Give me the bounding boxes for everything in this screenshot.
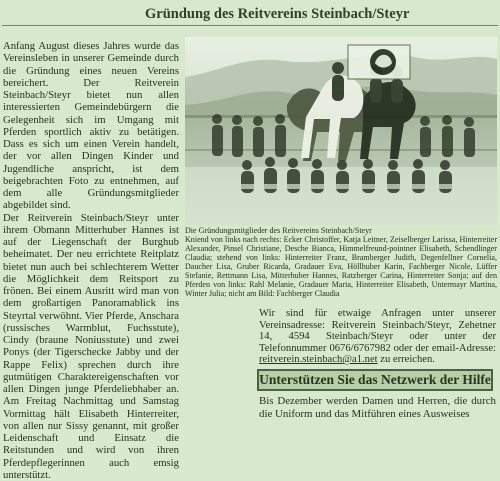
contact-text: Wir sind für etwaige Anfragen unter unserer Vereinsadresse: Reitverein Steinbach/Steyr, Zehetner 14, 4594 Steinbach/Steyr oder unter der Telefonnummer 0676/6767982 oder der email-Adresse: reitverein.steinbach@a1.net zu erreichen.: [259, 308, 496, 365]
contact-paragraph: [259, 308, 496, 358]
article-paragraph-2: Der Reitverein Steinbach/Steyr unter ihrem Obmann Mitterhuber Hannes ist auf der Liegenschaft der Burghub beheimatet. Der neu errichtete Reitplatz bietet nun auch bei schlechterem Wetter die Möglichkeit dem Reitsport zu frönen. Bei einem Ausritt wird man von dem großartigen Panoramablick ins Steyrtal verwöhnt. Vier Pferde, Anschara (russisches Warmblut, Fuchsstute), Cindy (braune Noniusstute) und zwei Ponys (der Tigerschecke Jabby und der Rappe Felix) sprechen durch ihre gutmütigen Charaktereigenschaften vor allen Dingen junge Pferdeliebhaber an. Am Freitag Nachmittag und Samstag Vormittag hält Elisabeth Hinterreiter, von allen nur Sissy genannt, mit großer Leidenschaft und Einsatz die Reitstunden und wird von ihren Pferdepflegerinnen auch emsig unterstützt.: [3, 212, 179, 481]
next-article-text: Bis Dezember werden Damen und Herren, die durch die Uniform und das Mitführen eines Ausweises: [259, 395, 496, 420]
title-divider: [2, 25, 498, 26]
photo-caption-text: Kniend von links nach rechts: Ecker Christoffer, Katja Leitner, Zeiselberger Larissa, Hinterreiter Alexander, Pinsel Christiane, Desche Bianca, Himmelfreund-pointner Elisabeth, Schendlinger Claudia; stehend von links: Hinterreiter Franz, Bramberger Judith, Degenfellner Cornelia, Daucher Lisa, Gruber Ricarda, Gradauer Eva, Höllhuber Karin, Fachberger Nicole, Lüffer Stefanie, Rettmann Lisa, Mitterhuber Hannes, Ratzberger Carina, Hinterreiter Sonja; auf den Pferden von links: Rahl Melanie, Gradauer Maria, Hinterreiter Elisabeth, Untermayr Martina, Winter Julia; nicht am Bild: Fachberger Claudia: [185, 235, 497, 298]
next-article-heading-box: [257, 369, 493, 391]
group-photo: [185, 37, 497, 225]
next-article-heading: Unterstützen Sie das Netzwerk der Hilfe: [259, 372, 491, 387]
article-title: Gründung des Reitvereins Steinbach/Steyr: [145, 4, 425, 24]
photo-caption: [185, 227, 497, 299]
group-photo-illustration: [185, 37, 497, 225]
article-body: [3, 40, 179, 422]
photo-caption-title: Die Gründungsmitglieder des Reitvereins Steinbach/Steyr: [185, 227, 497, 236]
next-article-excerpt: [259, 395, 496, 423]
email-link[interactable]: reitverein.steinbach@a1.net: [259, 354, 378, 365]
article-paragraph-1: Anfang August dieses Jahres wurde das Vereinsleben in unserer Gemeinde durch die Gründung eines neuen Vereins bereichert. Der Reitverein Steinbach/Steyr bietet nun allen interessierten Gemeindebürgern die Gelegenheit sich im Umgang mit Pferden sportlich aktiv zu betätigen. Dass es sich um einen Verein handelt, der vor allen Dingen Kinder und Jugendliche anspricht, ist dem beigebrachten Foto zu entnehmen, auf dem alle Gründungsmitglieder abgebildet sind.: [3, 40, 179, 212]
